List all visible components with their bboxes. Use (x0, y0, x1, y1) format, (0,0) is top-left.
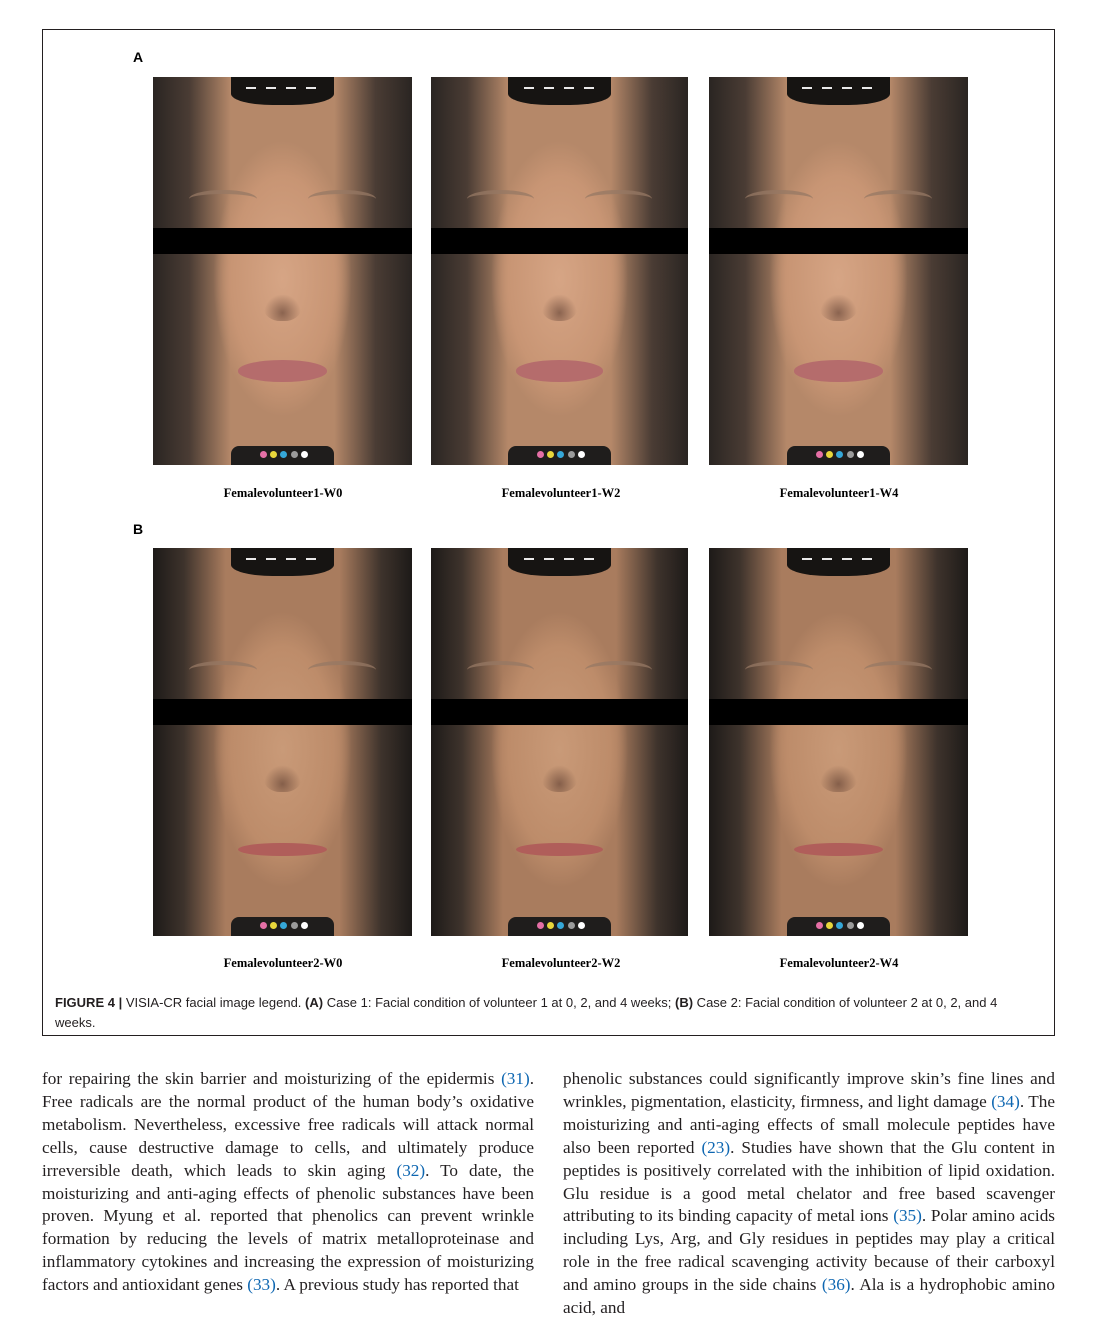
facial-photo-volunteer2-w0 (153, 548, 412, 936)
censor-bar (153, 699, 412, 724)
citation-link[interactable]: (23) (701, 1137, 731, 1157)
figure-4 (42, 29, 1055, 1036)
panel-label-a: A (133, 49, 144, 65)
photo-label: Femalevolunteer1-W0 (223, 486, 343, 500)
photo-label: Femalevolunteer1-W4 (779, 486, 899, 500)
photo-label: Femalevolunteer2-W4 (779, 956, 899, 970)
facial-photo-volunteer1-w4 (709, 77, 968, 465)
photo-label: Femalevolunteer2-W2 (501, 956, 621, 970)
citation-link[interactable]: (31) (501, 1069, 530, 1088)
facial-photo-volunteer2-w2 (431, 548, 688, 936)
facial-photo-volunteer2-w4 (709, 548, 968, 936)
citation-link[interactable]: (35) (893, 1206, 922, 1226)
facial-photo-volunteer1-w0 (153, 77, 412, 465)
body-text-right-column: phenolic substances could significantly improve skin’s fine lines and wrinkles, pigmentation, elasticity, firmness, and light damage (34). The moisturizing and anti-aging effects of small molecule peptides have also been reported (23). Studies have shown that the Glu content in peptides is positively correlated with the inhibition of lipid oxidation. Glu residue is a good metal chelator and free based scavenger attributing to its binding capacity of metal ions (35). Polar amino acids including Lys, Arg, and Gly residues in peptides may play a critical role in the free radical scavenging activity because of their carboxyl and amino groups in the side chains (36). Ala is a hydrophobic amino acid, and (563, 1069, 1055, 1318)
headband (231, 77, 335, 105)
censor-bar (153, 228, 412, 253)
figure-number: FIGURE 4 | (55, 995, 126, 1010)
photo-label: Femalevolunteer2-W0 (223, 956, 343, 970)
citation-link[interactable]: (34) (991, 1091, 1020, 1111)
body-text-left-column: for repairing the skin barrier and moisturizing of the epidermis (31). Free radicals are the normal product of the human body’s oxidative metabolism. Nevertheless, excessive free radicals will attack normal cells, cause destructive damage to cells, and ultimately produce irreversible death, which leads to skin aging (32). To date, the moisturizing and anti-aging effects of phenolic substances have been proven. Myung et al. reported that phenolics can prevent wrinkle formation by reducing the levels of matrix metalloproteinase and inflammatory cytokines and increasing the expression of moisturizing factors and antioxidant genes (33). A previous study has reported that (42, 1069, 534, 1295)
chin-rest (231, 446, 335, 465)
citation-link[interactable]: (36) (821, 1275, 851, 1295)
censor-bar (709, 228, 968, 253)
censor-bar (431, 228, 688, 253)
censor-bar (431, 699, 688, 724)
citation-link[interactable]: (32) (396, 1160, 426, 1180)
panel-label-b: B (133, 521, 144, 537)
facial-photo-volunteer1-w2 (431, 77, 688, 465)
citation-link[interactable]: (33) (247, 1275, 276, 1295)
photo-label: Femalevolunteer1-W2 (501, 486, 621, 500)
censor-bar (709, 699, 968, 724)
figure-caption: FIGURE 4 | VISIA-CR facial image legend. (A) Case 1: Facial condition of volunteer 1 at 0, 2, and 4 weeks; (B) Case 2: Facial condition of volunteer 2 at 0, 2, and 4 weeks. (55, 995, 998, 1030)
